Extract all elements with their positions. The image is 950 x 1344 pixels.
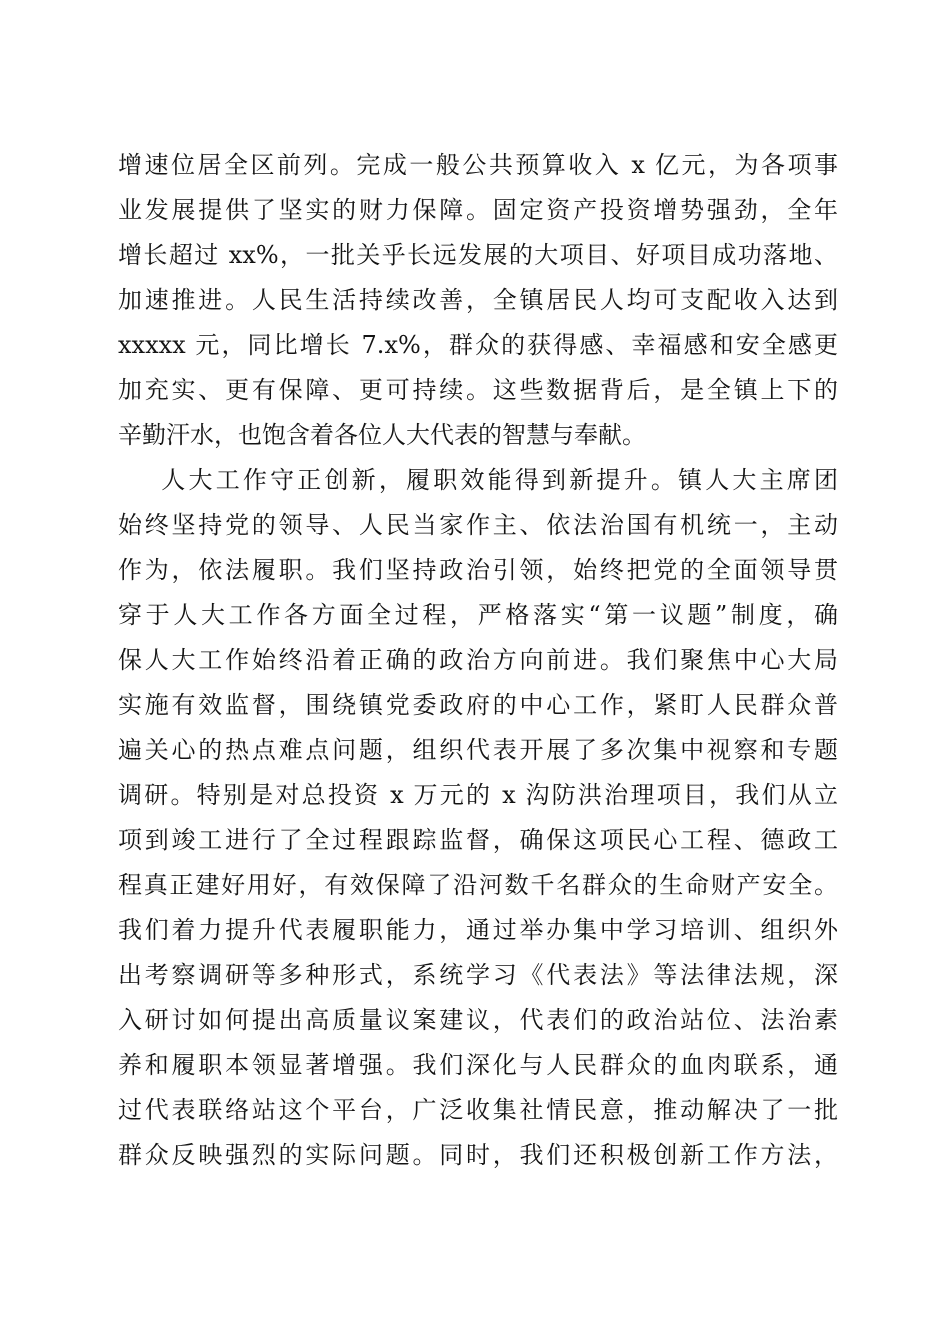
body-line: 增速位居全区前列。完成一般公共预算收入 x 亿元，为各项事	[118, 151, 838, 179]
document-body	[118, 143, 838, 1178]
body-line: 入研讨如何提出高质量议案建议，代表们的政治站位、法治素	[118, 1006, 838, 1034]
body-line: 辛勤汗水，也饱含着各位人大代表的智慧与奉献。	[118, 421, 646, 449]
body-line: 穿于人大工作各方面全过程，严格落实“第一议题”制度，确	[118, 601, 838, 629]
body-line: 增长超过 xx%，一批关乎长远发展的大项目、好项目成功落地、	[118, 241, 838, 269]
body-line: 项到竣工进行了全过程跟踪监督，确保这项民心工程、德政工	[118, 826, 838, 854]
body-line: 人大工作守正创新，履职效能得到新提升。镇人大主席团	[118, 466, 838, 494]
body-line: 出考察调研等多种形式，系统学习《代表法》等法律法规，深	[118, 961, 838, 989]
body-line: 加速推进。人民生活持续改善，全镇居民人均可支配收入达到	[118, 286, 838, 314]
body-line: 始终坚持党的领导、人民当家作主、依法治国有机统一，主动	[118, 511, 838, 539]
body-line: 实施有效监督，围绕镇党委政府的中心工作，紧盯人民群众普	[118, 691, 838, 719]
body-line: 我们着力提升代表履职能力，通过举办集中学习培训、组织外	[118, 916, 838, 944]
paragraph-npc-work	[118, 458, 838, 1178]
body-line: 群众反映强烈的实际问题。同时，我们还积极创新工作方法，	[118, 1141, 838, 1169]
body-line: 保人大工作始终沿着正确的政治方向前进。我们聚焦中心大局	[118, 646, 838, 674]
body-line: 程真正建好用好，有效保障了沿河数千名群众的生命财产安全。	[118, 871, 838, 899]
body-line: 遍关心的热点难点问题，组织代表开展了多次集中视察和专题	[118, 736, 838, 764]
body-line: 作为，依法履职。我们坚持政治引领，始终把党的全面领导贯	[118, 556, 838, 584]
body-line: 调研。特别是对总投资 x 万元的 x 沟防洪治理项目，我们从立	[118, 781, 838, 809]
body-line: xxxxx 元，同比增长 7.x%，群众的获得感、幸福感和安全感更	[118, 331, 838, 359]
paragraph-fiscal-achievements	[118, 143, 838, 458]
body-line: 业发展提供了坚实的财力保障。固定资产投资增势强劲，全年	[118, 196, 838, 224]
body-line: 加充实、更有保障、更可持续。这些数据背后，是全镇上下的	[118, 376, 838, 404]
body-line: 过代表联络站这个平台，广泛收集社情民意，推动解决了一批	[118, 1096, 838, 1124]
body-line: 养和履职本领显著增强。我们深化与人民群众的血肉联系，通	[118, 1051, 838, 1079]
